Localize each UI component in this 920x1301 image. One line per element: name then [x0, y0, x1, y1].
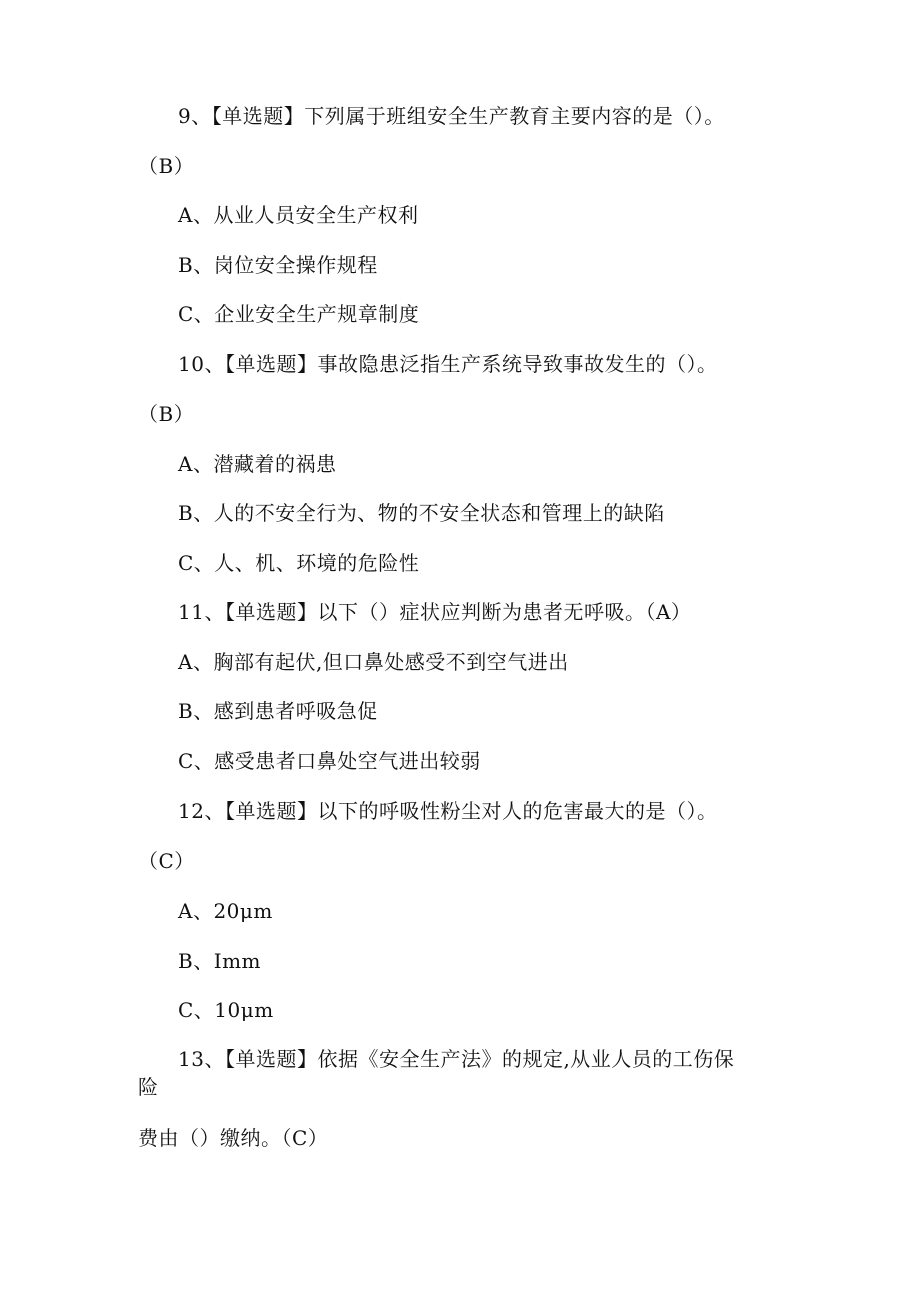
question-12-option-b: B、Imm: [178, 949, 262, 973]
question-12-option-a: A、20μm: [178, 899, 273, 923]
question-13-stem: 13、【单选题】依据《安全生产法》的规定,从业人员的工伤保: [178, 1047, 735, 1071]
question-10-option-b: B、人的不安全行为、物的不安全状态和管理上的缺陷: [178, 501, 665, 525]
question-9-stem: 9、【单选题】下列属于班组安全生产教育主要内容的是（）。: [178, 104, 725, 128]
question-10-answer: （B）: [138, 402, 195, 426]
question-12-answer: （C）: [138, 849, 195, 873]
question-9-option-c: C、企业安全生产规章制度: [178, 302, 420, 326]
question-13-stem-wrap: 险: [138, 1075, 159, 1099]
question-10-stem: 10、【单选题】事故隐患泛指生产系统导致事故发生的（）。: [178, 352, 718, 376]
question-12-stem: 12、【单选题】以下的呼吸性粉尘对人的危害最大的是（）。: [178, 799, 718, 823]
question-11-stem: 11、【单选题】以下（）症状应判断为患者无呼吸。（A）: [178, 600, 692, 624]
question-11-option-b: B、感到患者呼吸急促: [178, 699, 378, 723]
question-11-option-a: A、胸部有起伏,但口鼻处感受不到空气进出: [178, 650, 569, 674]
question-9-option-b: B、岗位安全操作规程: [178, 253, 378, 277]
question-9-answer: （B）: [138, 154, 195, 178]
question-10-option-a: A、潜藏着的祸患: [178, 452, 337, 476]
question-10-option-c: C、人、机、环境的危险性: [178, 551, 420, 575]
question-13-stem-continuation: 费由（）缴纳。（C）: [138, 1126, 329, 1150]
question-11-option-c: C、感受患者口鼻处空气进出较弱: [178, 749, 481, 773]
question-9-option-a: A、从业人员安全生产权利: [178, 203, 419, 227]
question-12-option-c: C、10μm: [178, 998, 274, 1022]
